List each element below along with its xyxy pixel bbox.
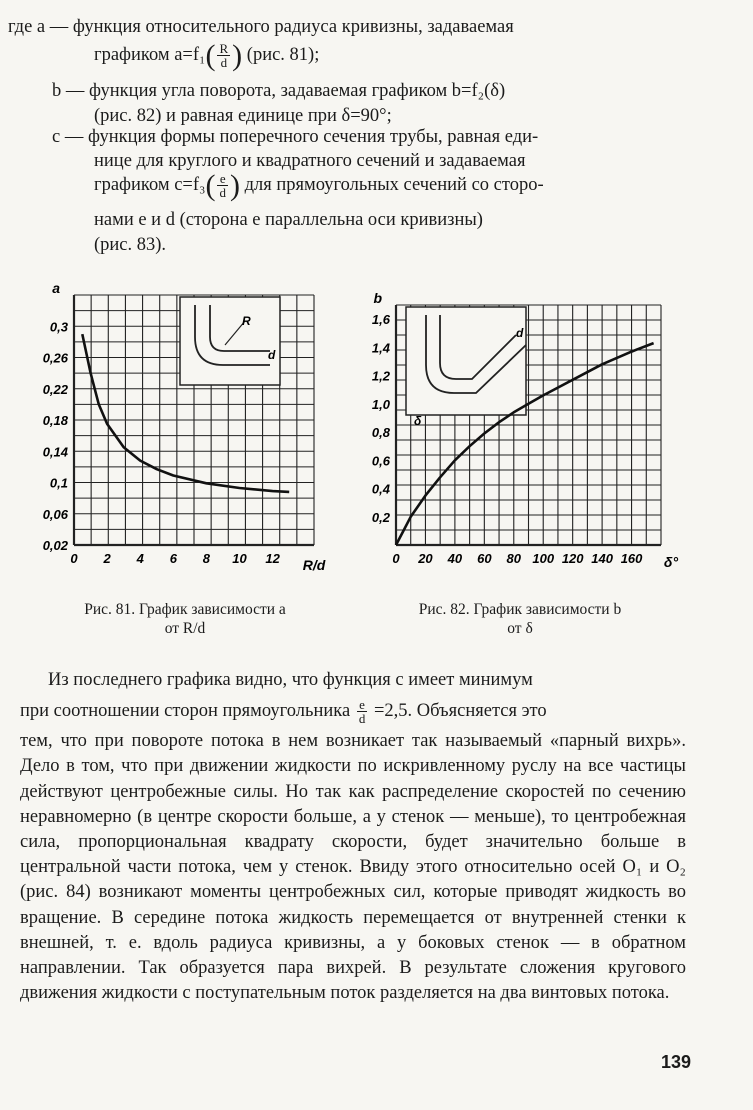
x-tick-label: 0 xyxy=(70,551,78,566)
y-axis-label: a xyxy=(52,285,60,296)
inset-label: δ xyxy=(414,414,422,428)
y-tick-label: 0,06 xyxy=(42,506,68,522)
body-line2-text: при соотношении сторон прямоугольника xyxy=(20,701,351,722)
x-tick-label: 120 xyxy=(561,551,584,566)
def-a-line2: графиком a=f₁( $\frac{R}{d}$ ) (рис. 81); xyxy=(94,38,320,72)
y-tick-label: 1,2 xyxy=(371,368,390,384)
body-line2-tail: =2,5. Объясняется это xyxy=(373,701,547,722)
x-tick-label: 40 xyxy=(447,551,463,566)
x-tick-label: 0 xyxy=(392,551,400,566)
def-c-line5: (рис. 83). xyxy=(94,235,167,255)
y-tick-label: 0,8 xyxy=(371,425,390,441)
def-a-ref: (рис. 81); xyxy=(246,45,320,65)
caption-fig81-line2: от R/d xyxy=(164,620,206,637)
def-a-line1: где a — функция относительного радиуса кривизны, задаваемая xyxy=(8,17,514,37)
x-tick-label: 6 xyxy=(169,551,177,566)
chart-fig81 xyxy=(10,285,340,595)
fraction-num: e xyxy=(217,172,228,186)
x-tick-label: 10 xyxy=(232,551,247,566)
fraction-den: d xyxy=(358,711,366,727)
fraction-r-d xyxy=(217,42,230,69)
x-tick-label: 20 xyxy=(418,551,433,566)
fraction-e-d xyxy=(217,172,228,199)
caption-fig81 xyxy=(30,600,340,638)
y-tick-label: 0,2 xyxy=(371,509,390,525)
caption-fig81-line1: Рис. 81. График зависимости a xyxy=(84,601,286,618)
x-tick-label: 140 xyxy=(591,551,613,566)
def-a-formula: графиком a=f₁ xyxy=(94,45,206,65)
inset-label: d xyxy=(268,348,276,362)
y-tick-label: 0,02 xyxy=(42,538,68,553)
caption-fig82 xyxy=(360,600,680,638)
y-tick-label: 1,4 xyxy=(371,340,390,356)
x-tick-label: 8 xyxy=(202,551,211,566)
y-tick-label: 0,18 xyxy=(42,413,68,428)
fraction-den: d xyxy=(220,55,228,71)
page-number: 139 xyxy=(660,1052,691,1072)
y-tick-label: 0,26 xyxy=(42,350,68,366)
x-tick-label: 60 xyxy=(477,551,492,566)
figures-area xyxy=(0,280,753,650)
y-tick-label: 0,22 xyxy=(42,381,68,397)
x-tick-label: 80 xyxy=(506,551,522,566)
caption-fig82-line1: Рис. 82. График зависимости b xyxy=(418,601,622,618)
fraction-e-d-body xyxy=(357,698,368,725)
x-tick-label: 2 xyxy=(103,551,111,566)
x-tick-label: 4 xyxy=(136,551,144,566)
chart-fig82 xyxy=(366,285,696,575)
def-c-line2: нице для круглого и квадратного сечений и задаваемая xyxy=(94,151,526,171)
fraction-num: R xyxy=(219,41,229,57)
def-c-line1: c — функция формы поперечного сечения трубы, равная еди- xyxy=(52,127,539,147)
def-c-line3: графиком c=f₃( $\frac{e}{d}$ ) для прямоугольных сечений со сторо- xyxy=(94,168,544,202)
y-tick-label: 0,3 xyxy=(49,319,68,335)
body-line2 xyxy=(20,693,686,729)
def-b-line2: (рис. 82) и равная единице при δ=90°; xyxy=(94,106,392,126)
inset-label: R xyxy=(242,314,251,328)
y-tick-label: 0,6 xyxy=(371,453,390,469)
body-text xyxy=(20,668,686,1006)
inset-label: d xyxy=(516,326,524,340)
def-b-line1: b — функция угла поворота, задаваемая графиком b=f₂(δ) xyxy=(52,81,506,101)
inset-box xyxy=(406,307,526,415)
x-axis-label: δ° xyxy=(663,554,679,570)
y-tick-label: 0,1 xyxy=(49,475,68,491)
y-tick-label: 0,14 xyxy=(42,444,68,460)
fraction-num: e xyxy=(357,698,368,712)
body-line1: Из последнего графика видно, что функция c имеет минимум xyxy=(48,670,533,690)
x-tick-label: 12 xyxy=(265,551,280,566)
x-tick-label: 160 xyxy=(620,551,643,566)
y-axis-label: b xyxy=(373,290,382,306)
body-paragraph: тем, что при повороте потока в нем возникает так называемый «парный вихрь». Дело в том, что при движении жидкости по искривленному руслу на все частицы действуют центробежные силы. Но так как распределение скоростей по сечению неравномерно (в центре скорости больше, а у стенок — меньше), то центробежная сила, пропорциональная квадрату скорости, будет значительно больше в центральной части потока, чем у стенок. Ввиду этого относительно осей O₁ и O₂ (рис. 84) возникают моменты центробежных сил, которые приводят жидкость во вращение. В середине потока жидкость перемещается от внутренней стенки к внешней, т. е. вдоль радиуса кривизны, а у боковых стенок — в обратном направлении. Так образуется пара вихрей. В результате сложения кругового движения жидкости с поступательным поток разделяется на два винтовых потока. xyxy=(20,731,686,1004)
caption-fig82-line2: от δ xyxy=(507,620,533,637)
y-tick-label: 0,4 xyxy=(371,481,390,497)
x-axis-label: R/d xyxy=(302,557,326,573)
y-tick-label: 1,0 xyxy=(371,396,390,412)
x-tick-label: 100 xyxy=(532,551,555,566)
y-tick-label: 1,6 xyxy=(371,312,390,328)
def-c-text: для прямоугольных сечений со сторо- xyxy=(244,175,544,195)
fraction-den: d xyxy=(219,185,226,201)
def-c-formula: графиком c=f₃ xyxy=(94,175,206,195)
def-c-line4: нами e и d (сторона e параллельна оси кривизны) xyxy=(94,210,483,230)
